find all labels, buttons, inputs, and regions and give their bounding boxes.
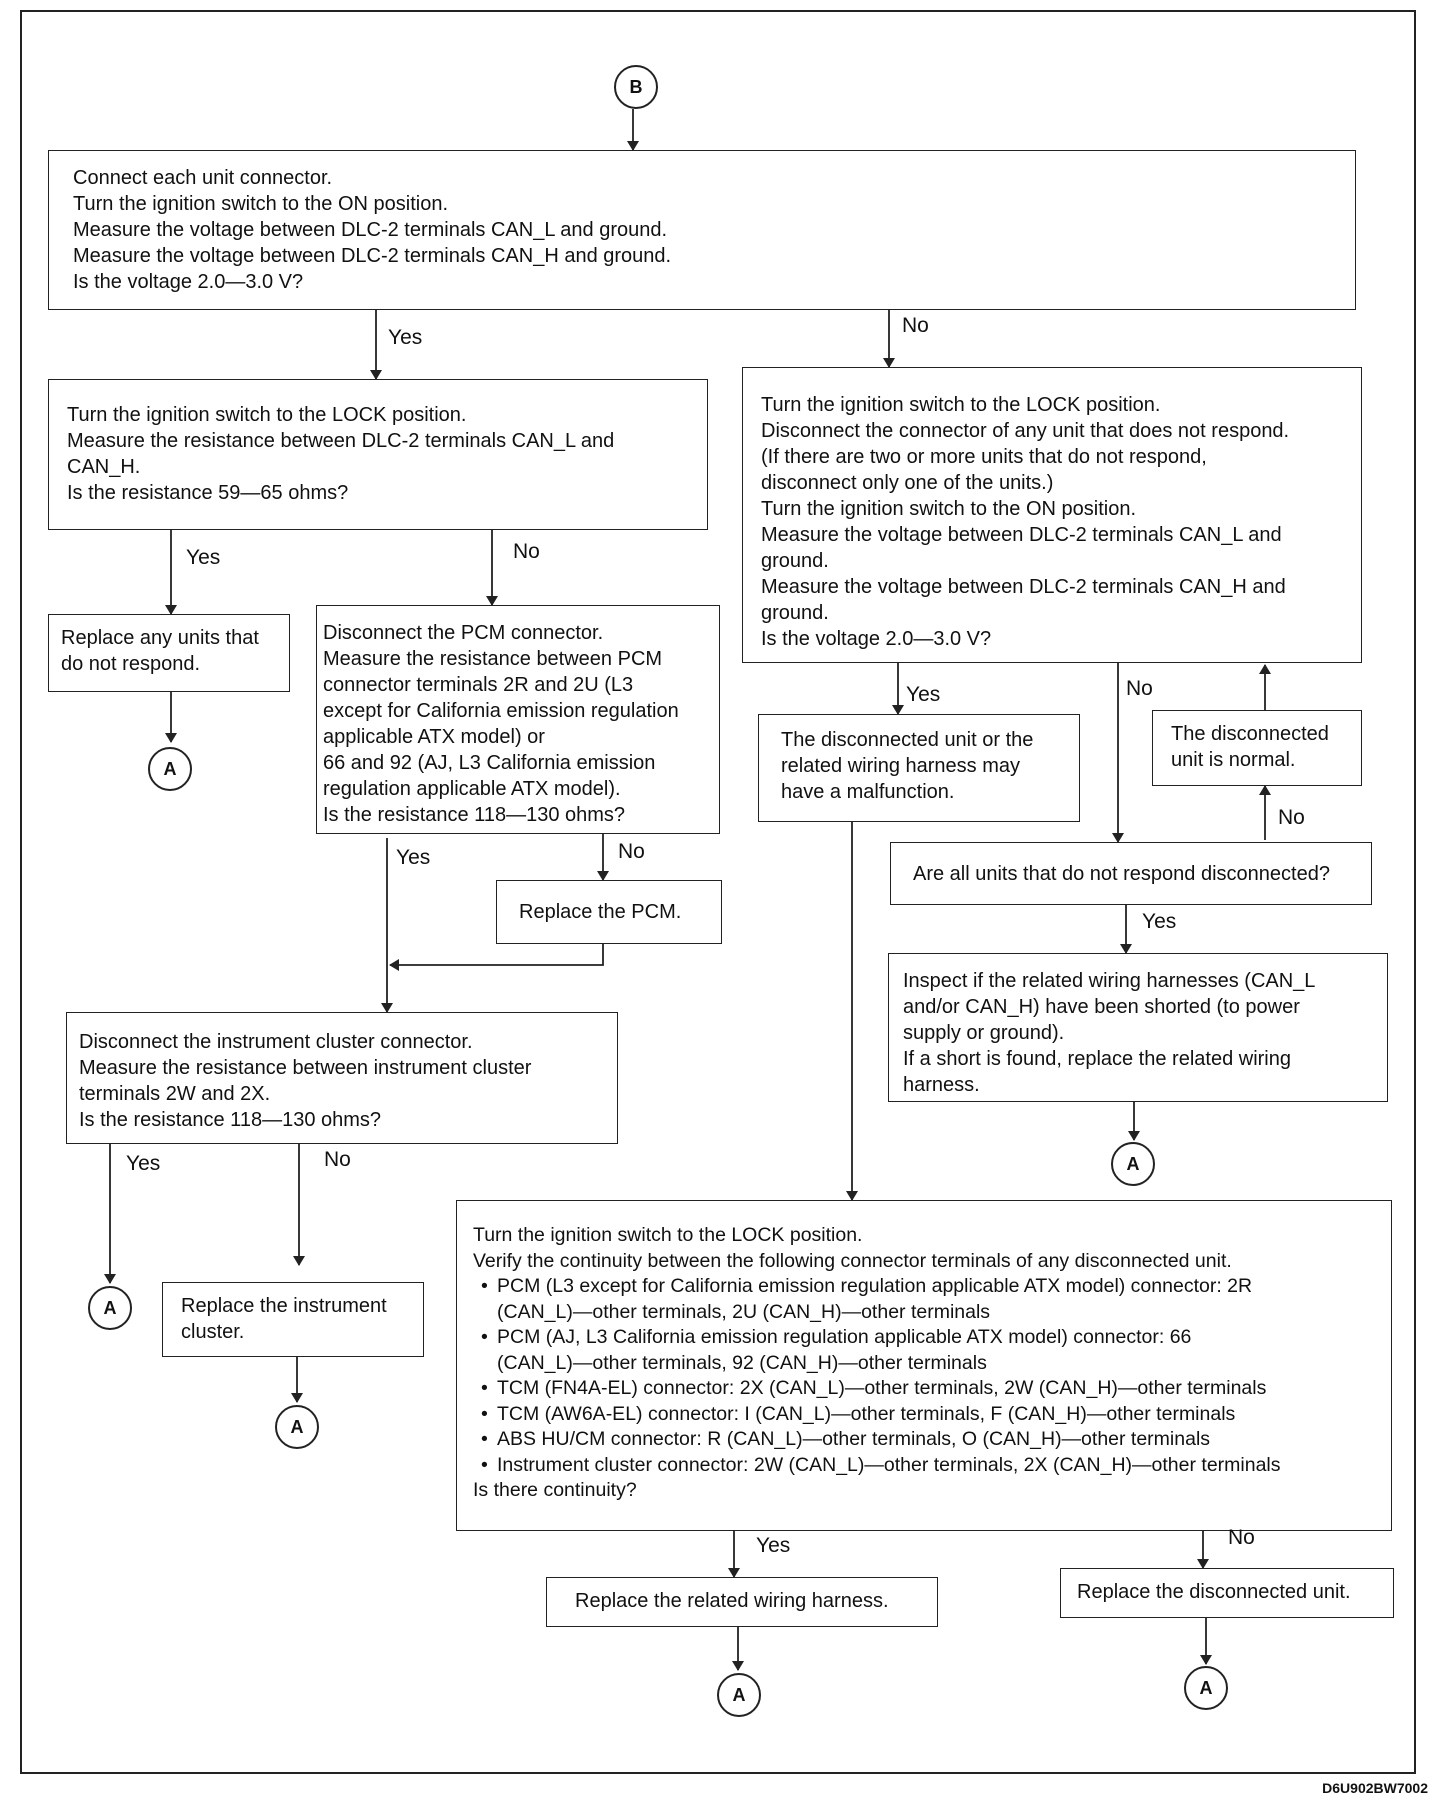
- box-line: Replace the PCM.: [519, 901, 682, 923]
- box-line: have a malfunction.: [781, 781, 955, 803]
- box-line: Are all units that do not respond disconnected?: [913, 863, 1330, 885]
- box-line: Is the resistance 118—130 ohms?: [79, 1109, 382, 1131]
- list-item: [497, 1427, 1375, 1453]
- box-line: The disconnected unit or the: [781, 729, 1034, 751]
- box-line: Disconnect the instrument cluster connector.: [79, 1031, 473, 1053]
- box-line: harness.: [903, 1074, 980, 1096]
- box-line: terminals 2W and 2X.: [79, 1083, 271, 1105]
- box-line: supply or ground).: [903, 1022, 1065, 1044]
- box-line: Is there continuity?: [473, 1479, 637, 1501]
- connector-b-start: B: [614, 65, 658, 109]
- list-item: [497, 1325, 1375, 1376]
- box-line: Turn the ignition switch to the ON position.: [73, 193, 448, 215]
- connector-a-after-cluster-yes: A: [88, 1286, 132, 1330]
- box-check-pcm-resistance: [316, 605, 720, 834]
- box-line: • Instrument cluster connector: 2W (CAN_L)—other terminals, 2X (CAN_H)—other terminals: [497, 1453, 1281, 1476]
- box-replace-cluster: [162, 1282, 424, 1357]
- label-yes: Yes: [756, 1534, 791, 1557]
- label-no: No: [513, 540, 540, 563]
- connector-a-after-replace-harness: A: [717, 1673, 761, 1717]
- box-line: connector terminals 2R and 2U (L3: [323, 674, 634, 696]
- box-line: disconnect only one of the units.): [761, 472, 1054, 494]
- label-no: No: [324, 1148, 351, 1171]
- box-line: • PCM (AJ, L3 California emission regulation applicable ATX model) connector: 66: [497, 1326, 1192, 1348]
- box-line: Verify the continuity between the following connector terminals of any disconnected unit.: [473, 1249, 1232, 1272]
- box-replace-harness: [546, 1577, 938, 1627]
- box-line: • ABS HU/CM connector: R (CAN_L)—other terminals, O (CAN_H)—other terminals: [497, 1428, 1211, 1450]
- box-unit-malfunction: [758, 714, 1080, 822]
- label-no: No: [1278, 806, 1305, 829]
- box-line: Turn the ignition switch to the LOCK position.: [761, 394, 1161, 416]
- box-line: Measure the voltage between DLC-2 terminals CAN_L and ground.: [73, 219, 668, 241]
- box-line: regulation applicable ATX model).: [323, 778, 621, 800]
- box-check-cluster-resistance: [66, 1012, 618, 1144]
- box-disconnect-unit-check-voltage: [742, 367, 1362, 663]
- box-line: unit is normal.: [1171, 749, 1296, 771]
- box-line: Turn the ignition switch to the ON position.: [761, 498, 1136, 520]
- box-line: Measure the resistance between instrument cluster: [79, 1057, 532, 1079]
- box-inspect-harness-short: [888, 953, 1388, 1102]
- box-line: Is the resistance 59—65 ohms?: [67, 482, 349, 504]
- list-item: [497, 1274, 1375, 1325]
- box-line: If a short is found, replace the related wiring: [903, 1048, 1291, 1070]
- box-replace-pcm: [496, 880, 722, 944]
- figure-code: D6U902BW7002: [1322, 1780, 1428, 1796]
- connector-a-after-replace-unit: A: [1184, 1666, 1228, 1710]
- box-line: Is the voltage 2.0—3.0 V?: [73, 271, 304, 293]
- box-line: Measure the voltage between DLC-2 terminals CAN_H and ground.: [73, 245, 672, 267]
- box-line: 66 and 92 (AJ, L3 California emission: [323, 752, 656, 774]
- box-line: Connect each unit connector.: [73, 167, 333, 189]
- box-line: Replace the disconnected unit.: [1077, 1581, 1351, 1603]
- box-line: (If there are two or more units that do not respond,: [761, 446, 1207, 468]
- connector-a-after-replace-units: A: [148, 747, 192, 791]
- label-no: No: [1228, 1526, 1255, 1549]
- connector-a-after-inspect-harness: A: [1111, 1142, 1155, 1186]
- box-line: Measure the resistance between PCM: [323, 648, 663, 670]
- box-line: Measure the voltage between DLC-2 terminals CAN_H and: [761, 576, 1286, 598]
- box-line: Replace the instrument: [181, 1295, 387, 1317]
- box-line: Disconnect the PCM connector.: [323, 622, 604, 644]
- label-yes: Yes: [126, 1152, 161, 1175]
- box-verify-continuity: [456, 1200, 1392, 1531]
- box-line: Measure the resistance between DLC-2 terminals CAN_L and: [67, 430, 615, 452]
- box-line: related wiring harness may: [781, 755, 1020, 777]
- box-check-resistance-dlc2: [48, 379, 708, 530]
- label-yes: Yes: [186, 546, 221, 569]
- box-line: Disconnect the connector of any unit that does not respond.: [761, 420, 1290, 442]
- box-line: cluster.: [181, 1321, 245, 1343]
- box-line: Inspect if the related wiring harnesses (CAN_L: [903, 970, 1316, 992]
- box-line: and/or CAN_H) have been shorted (to power: [903, 996, 1300, 1018]
- box-line: do not respond.: [61, 653, 200, 675]
- label-no: No: [1126, 677, 1153, 700]
- connector-a-after-replace-cluster: A: [275, 1405, 319, 1449]
- box-line: except for California emission regulation: [323, 700, 679, 722]
- list-item: [497, 1376, 1375, 1402]
- label-yes: Yes: [1142, 910, 1177, 933]
- box-line: Turn the ignition switch to the LOCK position.: [67, 404, 467, 426]
- box-unit-normal: [1152, 710, 1362, 786]
- box-line: • TCM (FN4A-EL) connector: 2X (CAN_L)—other terminals, 2W (CAN_H)—other terminals: [497, 1377, 1267, 1399]
- box-replace-units: [48, 614, 290, 692]
- label-no: No: [618, 840, 645, 863]
- label-no: No: [902, 314, 929, 337]
- label-yes: Yes: [906, 683, 941, 706]
- box-line: Measure the voltage between DLC-2 terminals CAN_L and: [761, 524, 1282, 546]
- box-line: • TCM (AW6A-EL) connector: I (CAN_L)—other terminals, F (CAN_H)—other terminals: [497, 1402, 1236, 1425]
- box-check-voltage-connected: [48, 150, 1356, 310]
- arrow-b8-merge: [390, 944, 603, 965]
- box-line: (CAN_L)—other terminals, 92 (CAN_H)—other terminals: [497, 1351, 987, 1374]
- box-replace-disconnected-unit: [1060, 1568, 1394, 1618]
- box-line: Turn the ignition switch to the LOCK position.: [473, 1224, 863, 1246]
- box-line: (CAN_L)—other terminals, 2U (CAN_H)—other terminals: [497, 1300, 991, 1323]
- box-line: CAN_H.: [67, 456, 141, 478]
- box-line: ground.: [761, 602, 829, 624]
- box-line: Is the resistance 118—130 ohms?: [323, 804, 626, 826]
- box-line: Replace the related wiring harness.: [575, 1590, 889, 1612]
- label-yes: Yes: [396, 846, 431, 869]
- box-line: Replace any units that: [61, 627, 259, 649]
- box-line: The disconnected: [1171, 723, 1329, 745]
- box-line: Is the voltage 2.0—3.0 V?: [761, 628, 992, 650]
- box-line: ground.: [761, 550, 829, 572]
- list-item: [497, 1453, 1375, 1479]
- list-item: [497, 1402, 1375, 1428]
- box-all-units-disconnected: [890, 842, 1372, 905]
- box-line: applicable ATX model) or: [323, 726, 545, 748]
- label-yes: Yes: [388, 326, 423, 349]
- continuity-list: [473, 1274, 1375, 1478]
- box-line: • PCM (L3 except for California emission regulation applicable ATX model) connector: 2R: [497, 1275, 1253, 1297]
